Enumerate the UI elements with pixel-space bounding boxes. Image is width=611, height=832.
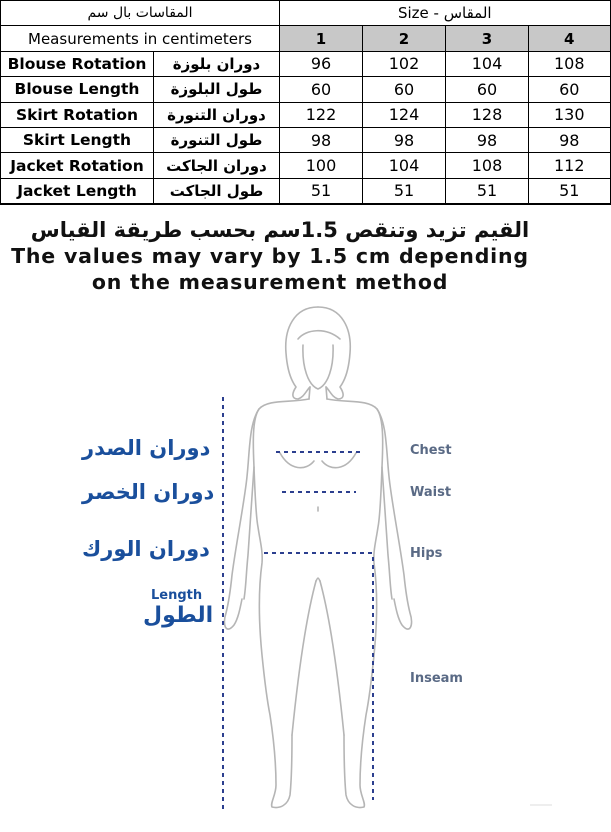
table-cell: 128 xyxy=(446,102,529,127)
row-label-en: Blouse Length xyxy=(1,77,154,102)
row-label-en: Jacket Rotation xyxy=(1,153,154,178)
label-hips-en: Hips xyxy=(410,546,443,561)
table-row xyxy=(1,51,611,76)
table-cell: 60 xyxy=(363,77,446,102)
table-cell: 122 xyxy=(280,102,363,127)
body-silhouette xyxy=(0,295,611,832)
table-row xyxy=(1,77,611,102)
label-waist-ar: دوران الخصر xyxy=(82,480,215,504)
table-cell: 98 xyxy=(446,127,529,152)
table-row xyxy=(1,153,611,178)
row-label-ar: طول التنورة xyxy=(154,127,280,152)
table-cell: 60 xyxy=(529,77,611,102)
table-cell: 98 xyxy=(280,127,363,152)
size-header-3: 3 xyxy=(446,26,529,51)
size-title: Size - المقاس xyxy=(280,1,611,26)
note-arabic: القيم تزيد وتنقص 1.5سم بحسب طريقة القياس xyxy=(30,218,530,242)
table-cell: 102 xyxy=(363,51,446,76)
size-header-4: 4 xyxy=(529,26,611,51)
header-english: Measurements in centimeters xyxy=(1,26,280,51)
row-label-en: Jacket Length xyxy=(1,178,154,204)
row-label-en: Skirt Rotation xyxy=(1,102,154,127)
table-cell: 51 xyxy=(446,178,529,204)
row-label-ar: دوران بلوزة xyxy=(154,51,280,76)
table-row xyxy=(1,102,611,127)
table-cell: 104 xyxy=(363,153,446,178)
size-header-2: 2 xyxy=(363,26,446,51)
table-cell: 100 xyxy=(280,153,363,178)
table-cell: 60 xyxy=(446,77,529,102)
label-hips-ar: دوران الورك xyxy=(82,537,210,561)
row-label-en: Blouse Rotation xyxy=(1,51,154,76)
table-cell: 104 xyxy=(446,51,529,76)
table-cell: 108 xyxy=(529,51,611,76)
label-length-ar: الطول xyxy=(143,603,214,628)
table-cell: 96 xyxy=(280,51,363,76)
header-arabic: المقاسات بال سم xyxy=(1,1,280,26)
row-label-ar: دوران الجاكت xyxy=(154,153,280,178)
table-cell: 108 xyxy=(446,153,529,178)
table-cell: 51 xyxy=(529,178,611,204)
table-cell: 130 xyxy=(529,102,611,127)
table-cell: 112 xyxy=(529,153,611,178)
row-label-en: Skirt Length xyxy=(1,127,154,152)
table-row xyxy=(1,127,611,152)
note-english-line1: The values may vary by 1.5 cm depending xyxy=(11,244,529,268)
size-header-1: 1 xyxy=(280,26,363,51)
row-label-ar: دوران التنورة xyxy=(154,102,280,127)
label-chest-ar: دوران الصدر xyxy=(82,436,211,460)
table-cell: 60 xyxy=(280,77,363,102)
label-inseam-en: Inseam xyxy=(410,671,463,686)
table-cell: 51 xyxy=(280,178,363,204)
table-cell: 98 xyxy=(363,127,446,152)
label-chest-en: Chest xyxy=(410,443,452,458)
note-english-line2: on the measurement method xyxy=(91,270,449,294)
label-length-en: Length xyxy=(151,588,203,603)
label-waist-en: Waist xyxy=(410,485,452,500)
row-label-ar: طول البلوزة xyxy=(154,77,280,102)
table-row xyxy=(1,178,611,204)
table-cell: 98 xyxy=(529,127,611,152)
table-cell: 124 xyxy=(363,102,446,127)
row-label-ar: طول الجاكت xyxy=(154,178,280,204)
size-chart-table xyxy=(0,0,611,205)
table-cell: 51 xyxy=(363,178,446,204)
